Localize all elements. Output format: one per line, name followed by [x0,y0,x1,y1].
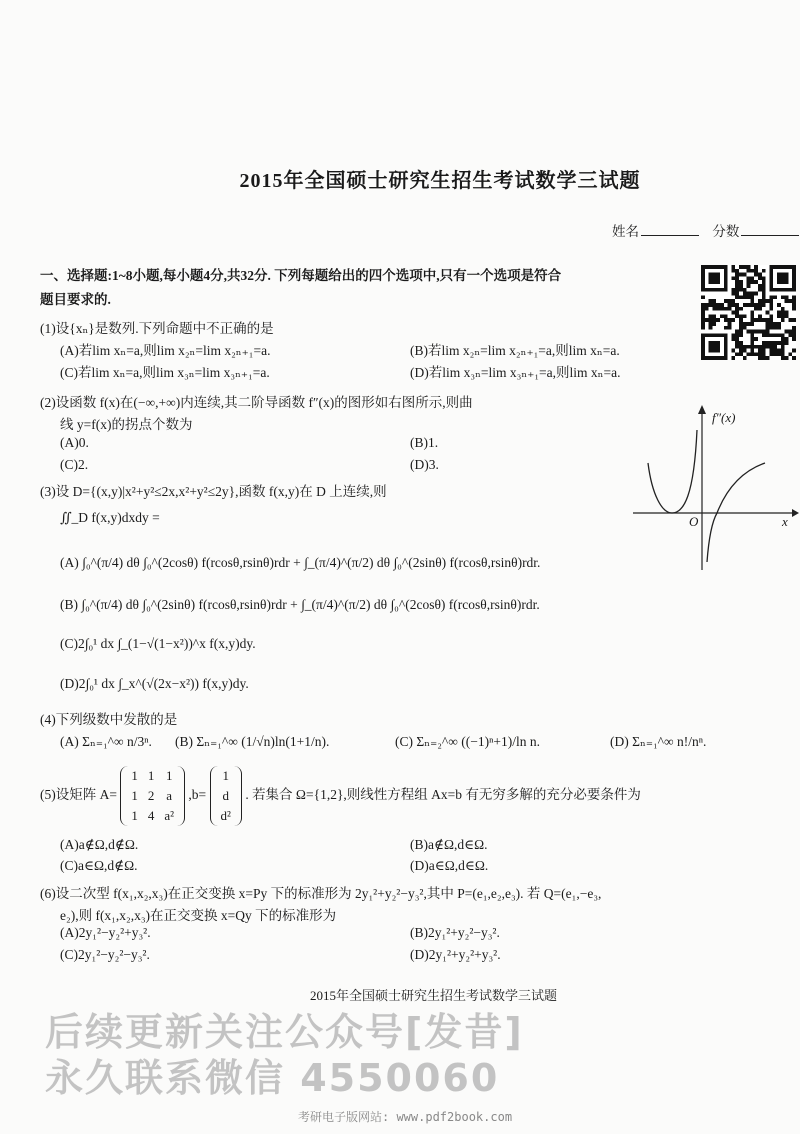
q2-option-a: (A)0. [60,435,89,450]
q6-option-a: (A)2y₁²−y₂²+y₃². [60,925,151,940]
matrix-a-cell: 1 [147,768,155,783]
q5-option-c: (C)a∈Ω,d∉Ω. [60,858,138,873]
q3-option-b: (B) ∫₀^(π/4) dθ ∫₀^(2sinθ) f(rcosθ,rsinθ)rdr + ∫_(π/4)^(π/2) dθ ∫₀^(2cosθ) f(rcosθ,rsinθ)rdr. [60,597,540,612]
q4-option-b: (B) Σₙ₌₁^∞ (1/√n)ln(1+1/n). [175,734,330,749]
q2-option-d: (D)3. [410,457,439,472]
vector-b [210,766,242,826]
q3-option-c: (C)2∫₀¹ dx ∫_(1−√(1−x²))^x f(x,y)dy. [60,636,256,651]
q6-stem-1: (6)设二次型 f(x₁,x₂,x₃)在正交变换 x=Py 下的标准形为 2y₁²+y₂²−y₃²,其中 P=(e₁,e₂,e₃). 若 Q=(e₁,−e₃, [40,886,602,901]
vector-b-cell: d² [220,808,231,823]
q6-option-c: (C)2y₁²−y₂²−y₃². [60,947,150,962]
q6-option-b: (B)2y₁²+y₂²−y₃². [410,925,500,940]
q5-stem [40,766,641,826]
q6-stem-2: e₂),则 f(x₁,x₂,x₃)在正交变换 x=Qy 下的标准形为 [60,908,337,923]
matrix-a-cell: a² [164,808,175,823]
q4-option-a: (A) Σₙ₌₁^∞ n/3ⁿ. [60,734,152,749]
page-title: 2015年全国硕士研究生招生考试数学三试题 [239,170,641,192]
q2-option-c: (C)2. [60,457,89,472]
q1-option-a: (A)若lim xₙ=a,则lim x₂ₙ=lim x₂ₙ₊₁=a. [60,343,271,358]
matrix-a [120,766,185,826]
watermark-line-1: 后续更新关注公众号[发昔] [45,1010,524,1054]
graph-y-label: f″(x) [712,410,736,425]
section-instruction-1: 一、选择题:1~8小题,每小题4分,共32分. 下列每题给出的四个选项中,只有一个选项是符合 [40,268,562,283]
matrix-a-cell: 1 [131,788,138,803]
score-blank [741,223,799,236]
footer-website: 考研电子版网站: www.pdf2book.com [298,1110,513,1124]
q3-option-d: (D)2∫₀¹ dx ∫_x^(√(2x−x²)) f(x,y)dy. [60,676,249,691]
matrix-a-cell: 1 [165,768,173,783]
q5-suffix: . 若集合 Ω={1,2},则线性方程组 Ax=b 有无穷多解的充分必要条件为 [245,787,641,803]
q2-option-b: (B)1. [410,435,439,450]
q4-option-c: (C) Σₙ₌₂^∞ ((−1)ⁿ+1)/ln n. [395,734,540,749]
score-label: 分数 [712,224,740,239]
watermark-line-2: 永久联系微信 4550060 [45,1056,500,1100]
q4-option-d: (D) Σₙ₌₁^∞ n!/nⁿ. [610,734,707,749]
q2-stem-1: (2)设函数 f(x)在(−∞,+∞)内连续,其二阶导函数 f″(x)的图形如右图所示,则曲 [40,395,473,410]
q4-stem: (4)下列级数中发散的是 [40,712,178,727]
matrix-a-cell: 1 [131,768,138,783]
matrix-a-cell: 4 [147,808,155,823]
name-score-fields [612,220,800,240]
y-axis-arrow-icon [698,405,706,414]
q1-stem: (1)设{xₙ}是数列.下列命题中不正确的是 [40,321,274,336]
q1-option-d: (D)若lim x₃ₙ=lim x₃ₙ₊₁=a,则lim xₙ=a. [410,365,621,380]
qr-code [700,265,797,360]
graph-x-label: x [782,514,788,529]
name-blank [641,223,699,236]
q5-option-a: (A)a∉Ω,d∉Ω. [60,837,139,852]
q5-option-b: (B)a∉Ω,d∈Ω. [410,837,488,852]
q1-option-b: (B)若lim x₂ₙ=lim x₂ₙ₊₁=a,则lim xₙ=a. [410,343,620,358]
vector-b-cell: d [222,788,229,803]
q3-stem-1: (3)设 D={(x,y)|x²+y²≤2x,x²+y²≤2y},函数 f(x,y)在 D 上连续,则 [40,484,387,499]
q3-option-a: (A) ∫₀^(π/4) dθ ∫₀^(2cosθ) f(rcosθ,rsinθ)rdr + ∫_(π/4)^(π/2) dθ ∫₀^(2sinθ) f(rcosθ,rsinθ)rdr. [60,555,541,570]
graph-origin-label: O [689,514,699,529]
q6-option-d: (D)2y₁²+y₂²+y₃². [410,947,501,962]
x-axis-arrow-icon [792,509,799,517]
matrix-a-cell: 2 [147,788,155,803]
q2-stem-2: 线 y=f(x)的拐点个数为 [60,417,193,432]
q5-option-d: (D)a∈Ω,d∈Ω. [410,858,489,873]
name-label: 姓名 [612,224,639,239]
curve-left [648,430,697,513]
q3-stem-2: ∬_D f(x,y)dxdy = [60,510,160,525]
q5-prefix: (5)设矩阵 A= [40,787,117,803]
vector-b-cell: 1 [222,768,229,783]
matrix-a-cell: a [166,788,173,803]
section-instruction-2: 题目要求的. [40,292,111,307]
q5-mid: ,b= [188,787,207,803]
footer-title: 2015年全国硕士研究生招生考试数学三试题 [310,988,558,1003]
q1-option-c: (C)若lim xₙ=a,则lim x₃ₙ=lim x₃ₙ₊₁=a. [60,365,270,380]
matrix-a-cell: 1 [131,808,138,823]
